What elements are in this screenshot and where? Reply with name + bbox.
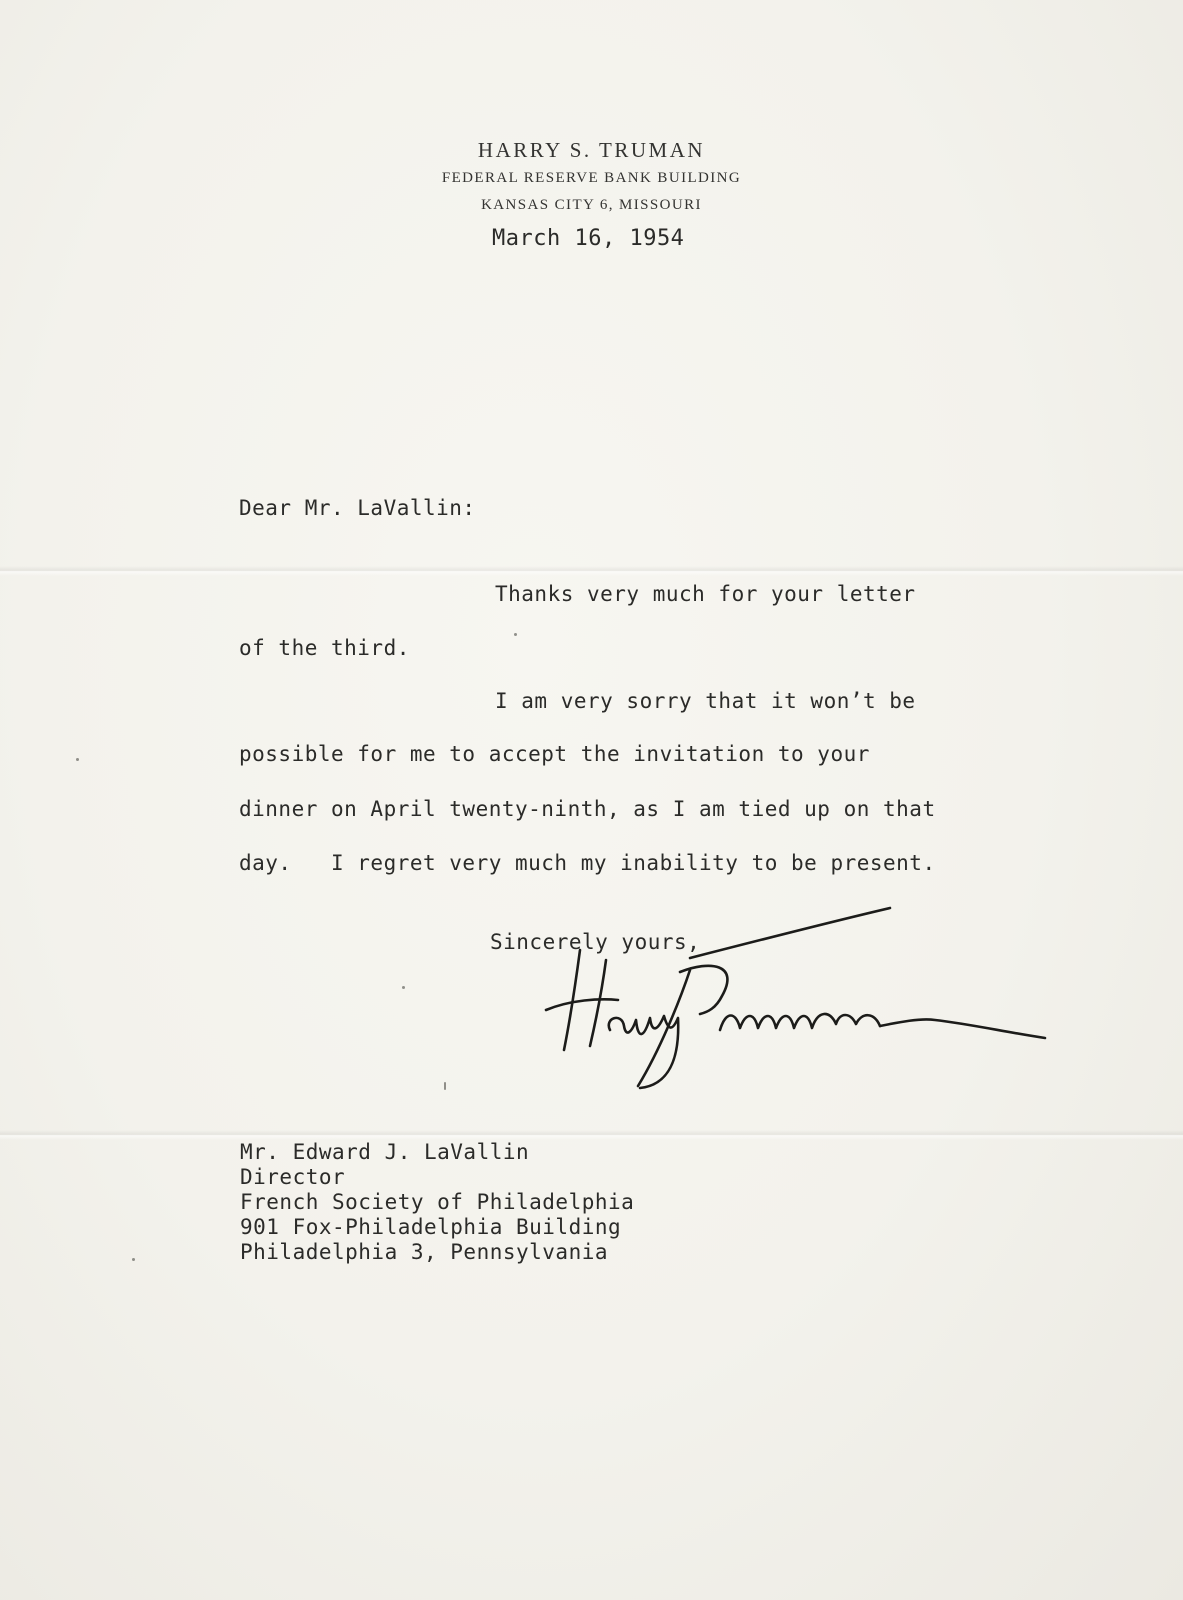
recipient-line: Director bbox=[240, 1165, 346, 1189]
paper-speck bbox=[76, 758, 79, 761]
letterhead-name: HARRY S. TRUMAN bbox=[477, 138, 706, 162]
paper-speck bbox=[514, 633, 517, 636]
body-line: possible for me to accept the invitation to your bbox=[239, 742, 870, 766]
recipient-line: 901 Fox-Philadelphia Building bbox=[240, 1215, 622, 1239]
letterhead-address-line2: KANSAS CITY 6, MISSOURI bbox=[481, 197, 702, 213]
recipient-line: Mr. Edward J. LaVallin bbox=[240, 1140, 530, 1164]
salutation: Dear Mr. LaVallin: bbox=[239, 496, 476, 520]
body-line: I am very sorry that it won’t be bbox=[495, 689, 916, 713]
paper-fold-bottom bbox=[0, 1130, 1183, 1140]
paper-speck bbox=[444, 1082, 446, 1090]
body-line: of the third. bbox=[239, 636, 410, 660]
recipient-line: Philadelphia 3, Pennsylvania bbox=[240, 1240, 609, 1264]
paper-speck bbox=[132, 1258, 135, 1261]
body-line: day. I regret very much my inability to be present. bbox=[239, 851, 936, 875]
paper-speck bbox=[402, 986, 405, 989]
closing: Sincerely yours, bbox=[490, 930, 701, 954]
handwritten-signature bbox=[540, 900, 1060, 1100]
letterhead-address-line1: FEDERAL RESERVE BANK BUILDING bbox=[441, 170, 742, 186]
body-line: Thanks very much for your letter bbox=[495, 582, 916, 606]
body-line: dinner on April twenty-ninth, as I am tied up on that bbox=[239, 797, 936, 821]
recipient-line: French Society of Philadelphia bbox=[240, 1190, 635, 1214]
paper-fold-top bbox=[0, 566, 1183, 576]
letter-date: March 16, 1954 bbox=[492, 226, 685, 251]
